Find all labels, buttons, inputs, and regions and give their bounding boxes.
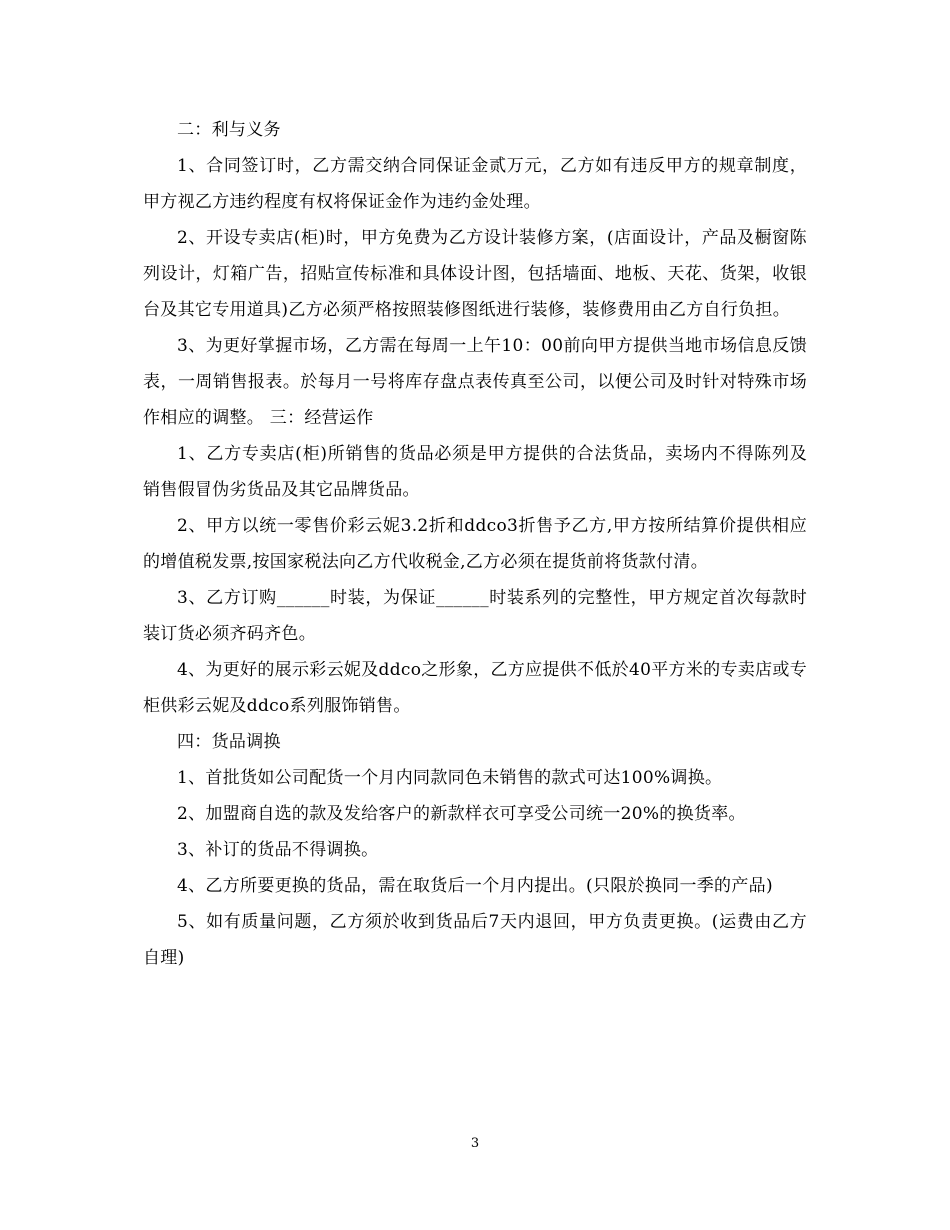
clause-4-2: 2、加盟商自选的款及发给客户的新款样衣可享受公司统一20%的换货率。 (177, 804, 746, 824)
clause-4-5: 5、如有质量问题，乙方须於收到货品后7天内退回，甲方负责更换。(运费由乙方自理) (143, 912, 807, 968)
page-number: 3 (470, 1136, 480, 1151)
clause-3-3: 3、乙方订购______时装，为保证______时装系列的完整性，甲方规定首次每款时装订货必须齐码齐色。 (143, 588, 807, 644)
clause-3-2: 2、甲方以统一零售价彩云妮3.2折和ddco3折售予乙方,甲方按所结算价提供相应的增值税发票,按国家税法向乙方代收税金,乙方必须在提货前将货款付清。 (143, 516, 807, 572)
clause-4-3: 3、补订的货品不得调换。 (177, 840, 379, 860)
section-heading-rights-obligations: 二：利与义务 (177, 120, 281, 140)
clause-2-2: 2、开设专卖店(柜)时，甲方免费为乙方设计装修方案，(店面设计，产品及橱窗陈列设计，灯箱广告，招贴宣传标准和具体设计图，包括墙面、地板、天花、货架，收银台及其它专用道具)乙方必须严格按照装修图纸进行装修，装修费用由乙方自行负担。 (143, 228, 807, 320)
section-heading-goods-exchange: 四：货品调换 (177, 732, 281, 752)
clause-2-1: 1、合同签订时，乙方需交纳合同保证金贰万元，乙方如有违反甲方的规章制度，甲方视乙方违约程度有权将保证金作为违约金处理。 (143, 156, 807, 212)
clause-3-1: 1、乙方专卖店(柜)所销售的货品必须是甲方提供的合法货品，卖场内不得陈列及销售假冒伪劣货品及其它品牌货品。 (143, 444, 807, 500)
document-body (143, 112, 807, 976)
clause-4-1: 1、首批货如公司配货一个月内同款同色未销售的款式可达100%调换。 (177, 768, 723, 788)
clause-4-4: 4、乙方所要更换的货品，需在取货后一个月内提出。(只限於换同一季的产品) (177, 876, 773, 896)
clause-2-3: 3、为更好掌握市场，乙方需在每周一上午10：00前向甲方提供当地市场信息反馈表，一周销售报表。於每月一号将库存盘点表传真至公司，以便公司及时针对特殊市场作相应的调整。 三：经营运作 (143, 336, 807, 428)
clause-3-4: 4、为更好的展示彩云妮及ddco之形象，乙方应提供不低於40平方米的专卖店或专柜供彩云妮及ddco系列服饰销售。 (143, 660, 807, 716)
